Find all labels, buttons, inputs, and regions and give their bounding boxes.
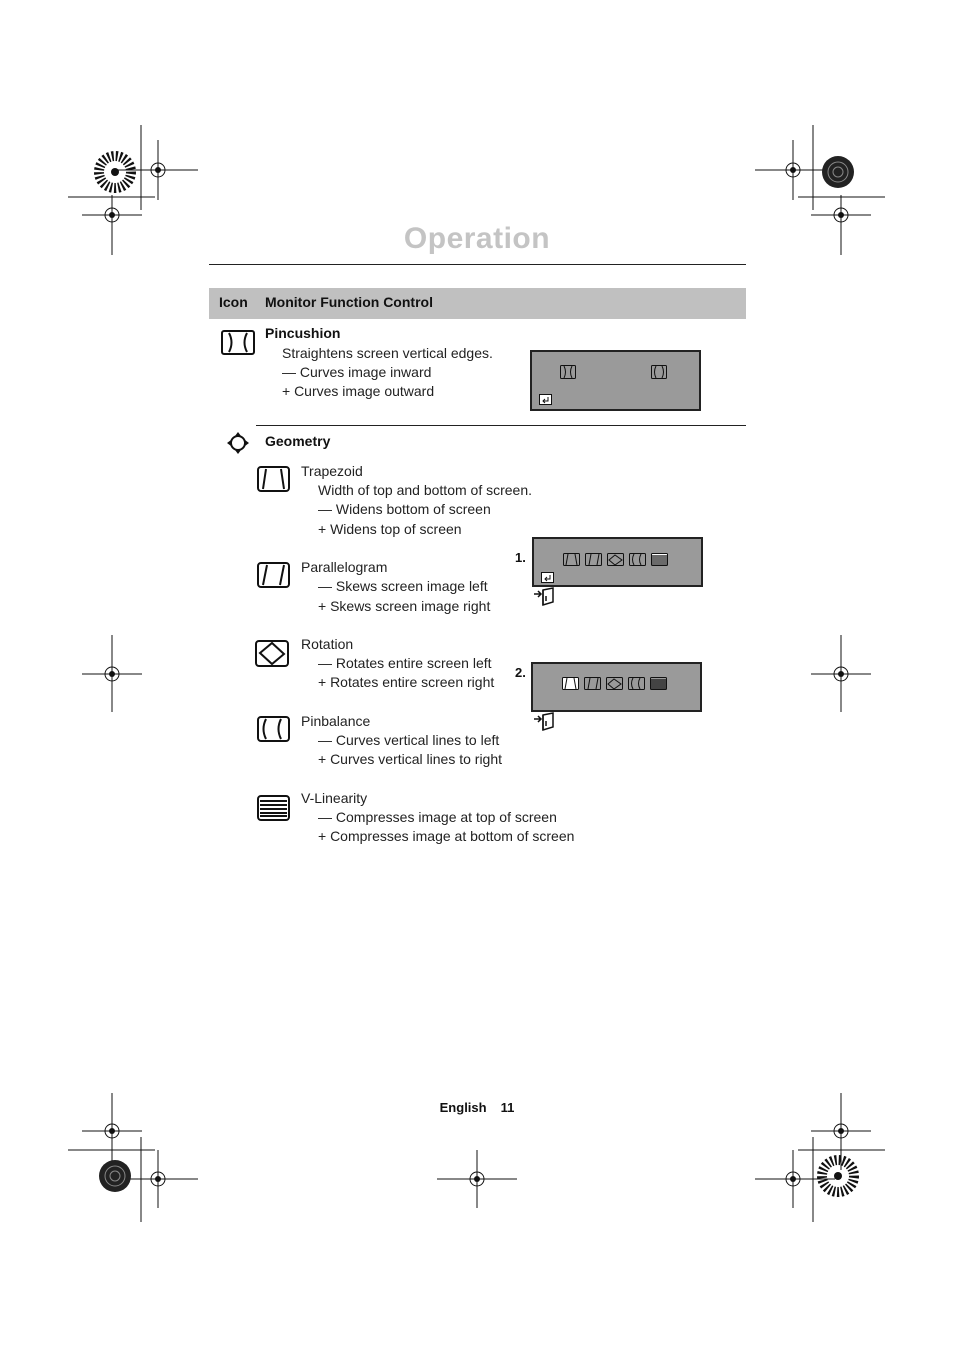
pinbalance-line-2: + Curves vertical lines to right bbox=[318, 751, 503, 767]
pincushion-plus: + Curves image outward bbox=[282, 383, 435, 399]
pincushion-minus: — Curves image inward bbox=[282, 364, 432, 380]
geometry-icon bbox=[226, 431, 250, 455]
rotation-icon bbox=[255, 640, 289, 667]
rotation-name: Rotation bbox=[301, 636, 354, 652]
pincushion-inward-icon bbox=[560, 365, 576, 379]
pincushion-outward-icon bbox=[651, 365, 667, 379]
pincushion-icon bbox=[221, 330, 255, 355]
pincushion-osd-screen bbox=[530, 350, 701, 411]
parallelogram-icon bbox=[257, 562, 290, 588]
rotation-line-1: — Rotates entire screen left bbox=[318, 655, 492, 671]
trapezoid-name: Trapezoid bbox=[301, 463, 363, 479]
v-linearity-icon bbox=[257, 795, 290, 821]
v-linearity-line-1: — Compresses image at top of screen bbox=[318, 809, 557, 825]
pinbalance-line-1: — Curves vertical lines to left bbox=[318, 732, 500, 748]
v-linearity-line-2: + Compresses image at bottom of screen bbox=[318, 828, 575, 844]
parallelogram-line-1: — Skews screen image left bbox=[318, 578, 488, 594]
page-footer bbox=[0, 1100, 954, 1115]
header-function-label: Monitor Function Control bbox=[265, 294, 433, 310]
osd-icon-row-2 bbox=[562, 677, 667, 691]
page-title: Operation bbox=[403, 222, 551, 255]
enter-icon bbox=[539, 394, 552, 405]
rotation-line-2: + Rotates entire screen right bbox=[318, 674, 495, 690]
section-divider bbox=[256, 425, 746, 426]
osd-step-2-number: 2. bbox=[515, 665, 526, 680]
parallelogram-name: Parallelogram bbox=[301, 559, 388, 575]
trapezoid-icon bbox=[257, 466, 290, 492]
footer-page-number: 11 bbox=[500, 1100, 515, 1115]
v-linearity-name: V-Linearity bbox=[301, 790, 368, 806]
pinbalance-icon bbox=[257, 716, 290, 742]
title-divider bbox=[209, 264, 746, 265]
osd-step-1-number: 1. bbox=[515, 550, 526, 565]
pincushion-desc: Straightens screen vertical edges. bbox=[282, 345, 493, 361]
exit-icon bbox=[533, 587, 555, 607]
header-icon-label: Icon bbox=[219, 294, 248, 310]
trapezoid-line-1: Width of top and bottom of screen. bbox=[318, 482, 533, 498]
osd-icon-row-1 bbox=[563, 553, 668, 567]
geometry-title: Geometry bbox=[265, 433, 331, 449]
parallelogram-line-2: + Skews screen image right bbox=[318, 598, 491, 614]
pincushion-title: Pincushion bbox=[265, 325, 341, 341]
footer-language: English bbox=[439, 1100, 487, 1115]
pinbalance-name: Pinbalance bbox=[301, 713, 371, 729]
osd-enter-icon bbox=[541, 572, 554, 583]
trapezoid-line-3: + Widens top of screen bbox=[318, 521, 462, 537]
exit-icon-2 bbox=[533, 712, 555, 732]
trapezoid-line-2: — Widens bottom of screen bbox=[318, 501, 491, 517]
